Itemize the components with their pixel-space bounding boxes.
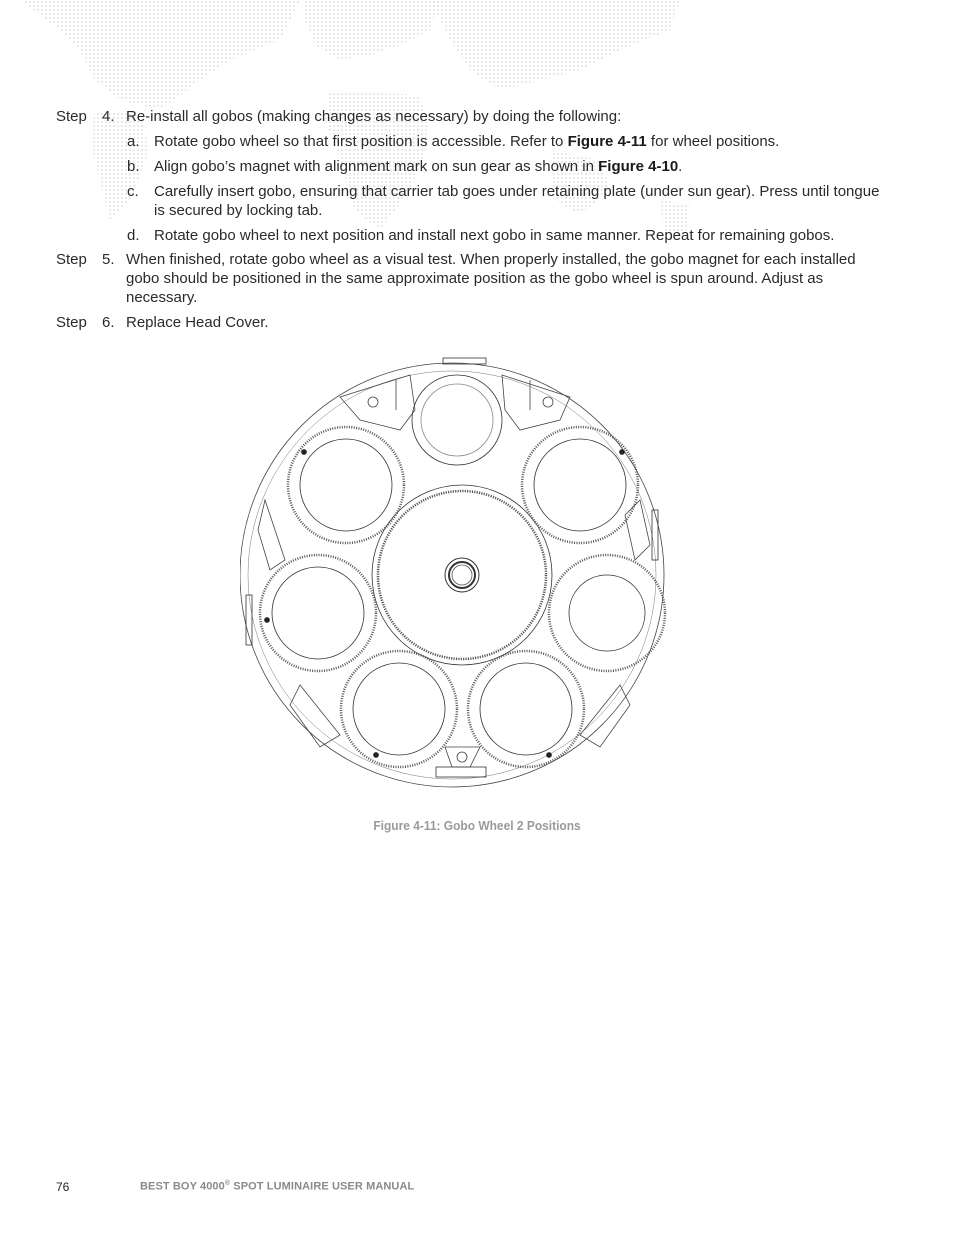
step-label: Step [56,314,87,331]
substep-text: Rotate gobo wheel to next position and install next gobo in same manner. Repeat for remaining gobos. [154,227,835,244]
figure-reference-link[interactable]: Figure 4-10 [598,158,679,175]
step-text: Replace Head Cover. [126,314,269,331]
gobo-position-4 [549,555,665,671]
gobo-wheel-diagram [240,355,680,795]
page-number: 76 [56,1180,70,1194]
substep-text: Carefully insert gobo, ensuring that carrier tab goes under retaining plate (under sun gear). Press until tongue is secured by locking tab. [154,183,880,219]
substep-letter: c. [127,183,139,200]
footer-title: BEST BOY 4000® SPOT LUMINAIRE USER MANUAL [140,1180,415,1193]
open-position [412,375,502,465]
step-text: Re-install all gobos (making changes as necessary) by doing the following: [126,108,622,125]
substep-letter: d. [127,227,140,244]
substep-text: Rotate gobo wheel so that first position is accessible. Refer to Figure 4-11 for wheel positions. [154,133,780,150]
gobo-position-6 [468,651,584,767]
substep-text: Align gobo’s magnet with alignment mark on sun gear as shown in Figure 4-10. [154,158,683,175]
figure-caption: Figure 4-11: Gobo Wheel 2 Positions [373,818,581,833]
substep-letter: a. [127,133,140,150]
gobo-position-2 [522,427,638,543]
step-label: Step [56,251,87,268]
step-number: 6. [102,314,115,331]
figure-reference-link[interactable]: Figure 4-11 [567,133,647,150]
step-label: Step [56,108,87,125]
step-number: 4. [102,108,115,125]
world-map-background [0,0,954,260]
substep-letter: b. [127,158,140,175]
step-number: 5. [102,251,115,268]
step-text: When finished, rotate gobo wheel as a visual test. When properly installed, the gobo magnet for each installed gobo should be positioned in the same approximate position as the gobo wheel is spun around. Adjust as necessary. [126,251,856,306]
sun-gear [372,485,552,665]
gobo-position-3 [260,555,376,671]
gobo-position-5 [341,651,457,767]
